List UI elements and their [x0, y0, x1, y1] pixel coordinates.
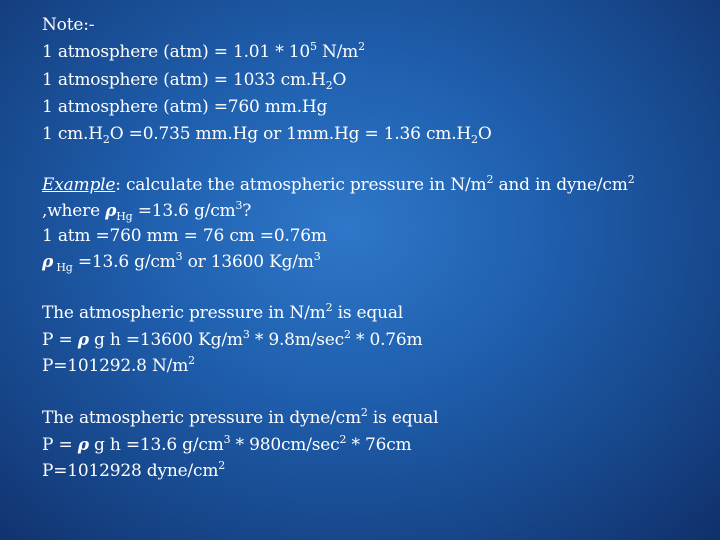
part1-heading: The atmospheric pressure in $N/m^2$ is equal	[42, 301, 404, 323]
note-line-1: 1 atmosphere $(atm) = 1.01 * 10^5$ $N/m^2$	[42, 40, 365, 62]
example-question: Example: calculate the atmospheric pressure in $N/m^2$ and in dyne/$cm^2$	[42, 173, 635, 195]
note-line-3: 1 atmosphere (atm) =760 mm.Hg	[42, 97, 328, 117]
rho-symbol: ρ	[77, 330, 89, 350]
part2-result: P=1012928 dyne/$cm^2$	[42, 459, 226, 481]
example-density: ρ $_{Hg}$ =13.6 $g/cm^3$ or 13600 $Kg/m^3$	[42, 250, 321, 274]
part1-result: P=101292.8 $N/m^2$	[42, 354, 195, 376]
rho-symbol: ρ	[105, 201, 117, 221]
note-line-4: 1 $cm.H_2O =0.735$ mm.Hg or 1mm.Hg = 1.36 $cm.H_2O$	[42, 124, 492, 146]
example-label: Example	[42, 175, 116, 195]
part2-formula: P = ρ g h =13.6 $g/cm^3 * 980cm/\sec^2 * 76cm$	[42, 433, 412, 455]
note-line-2: 1 atmosphere (atm) = 1033 $cm.H_2O$	[42, 70, 347, 92]
example-given: ,where $\rho_{Hg} =13.6$ $g/cm^3$?	[42, 199, 252, 223]
part1-formula: P = ρ g h =13600 $Kg/m^3 * 9.8m/\sec^2 * 0.76m$	[42, 328, 423, 350]
note-title: Note:-	[42, 15, 95, 35]
example-conversion: 1 atm =760 mm = 76 cm =0.76m	[42, 226, 327, 246]
rho-symbol: ρ	[42, 252, 54, 272]
part2-heading: The atmospheric pressure in dyne/$cm^2$ is equal	[42, 406, 439, 428]
rho-symbol: ρ	[77, 435, 89, 455]
